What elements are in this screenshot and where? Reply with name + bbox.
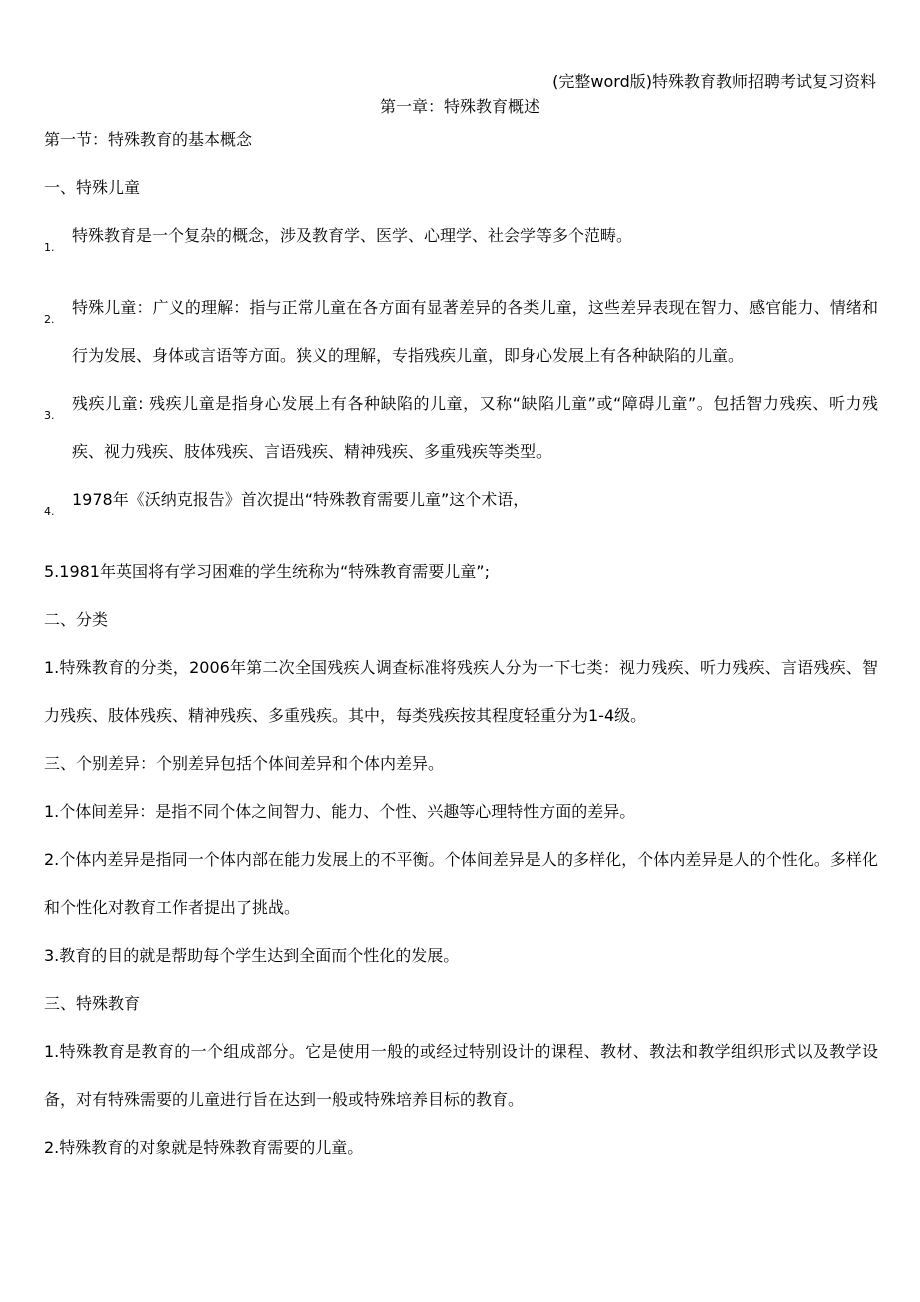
list-number: 2. [44, 313, 55, 326]
part4-paragraph-1: 1.特殊教育是教育的一个组成部分。它是使用一般的或经过特别设计的课程、教材、教法和教学组织形式以及教学设备，对有特殊需要的儿童进行旨在达到一般或特殊培养目标的教育。 [44, 1042, 878, 1109]
list-item [44, 392, 878, 464]
list-number: 3. [44, 409, 55, 422]
part3-paragraph-1: 1.个体间差异：是指不同个体之间智力、能力、个性、兴趣等心理特性方面的差异。 [44, 802, 636, 821]
part2-heading: 二、分类 [44, 610, 109, 629]
part1-heading: 一、特殊儿童 [44, 178, 141, 197]
list-item [44, 296, 878, 368]
part3-heading: 三、个别差异：个别差异包括个体间差异和个体内差异。 [44, 754, 445, 773]
list-text: 残疾儿童: 残疾儿童是指身心发展上有各种缺陷的儿童，又称“缺陷儿童”或“障碍儿童”。包括智力残疾、听力残疾、视力残疾、肢体残疾、言语残疾、精神残疾、多重残疾等类型。 [72, 394, 878, 461]
document-body [44, 128, 878, 1184]
part4-heading: 三、特殊教育 [44, 994, 141, 1013]
list-text: 特殊儿童：广义的理解：指与正常儿童在各方面有显著差异的各类儿童，这些差异表现在智力、感官能力、情绪和行为发展、身体或言语等方面。狭义的理解，专指残疾儿童，即身心发展上有各种缺陷的儿童。 [72, 298, 878, 365]
part2-paragraph-1: 1.特殊教育的分类，2006年第二次全国残疾人调查标准将残疾人分为一下七类：视力残疾、听力残疾、言语残疾、智力残疾、肢体残疾、精神残疾、多重残疾。其中，每类残疾按其程度轻重分为1-4级。 [44, 658, 878, 725]
list-number: 4. [44, 505, 55, 518]
part3-paragraph-3: 3.教育的目的就是帮助每个学生达到全面而个性化的发展。 [44, 946, 460, 965]
section-title: 第一节：特殊教育的基本概念 [44, 130, 253, 149]
list-number: 1. [44, 241, 55, 254]
list-text: 1978年《沃纳克报告》首次提出“特殊教育需要儿童”这个术语， [72, 490, 530, 509]
list-text: 特殊教育是一个复杂的概念，涉及教育学、医学、心理学、社会学等多个范畴。 [72, 226, 633, 245]
part4-paragraph-2: 2.特殊教育的对象就是特殊教育需要的儿童。 [44, 1138, 364, 1157]
chapter-title: 第一章：特殊教育概述 [379, 97, 540, 116]
part3-paragraph-2: 2.个体内差异是指同一个体内部在能力发展上的不平衡。个体间差异是人的多样化，个体内差异是人的个性化。多样化和个性化对教育工作者提出了挑战。 [44, 850, 878, 917]
list-item [44, 224, 878, 272]
list-item [44, 488, 878, 536]
list-item-5: 5.1981年英国将有学习困难的学生统称为“特殊教育需要儿童”; [44, 562, 490, 581]
header-note: (完整word版)特殊教育教师招聘考试复习资料 [552, 72, 876, 91]
